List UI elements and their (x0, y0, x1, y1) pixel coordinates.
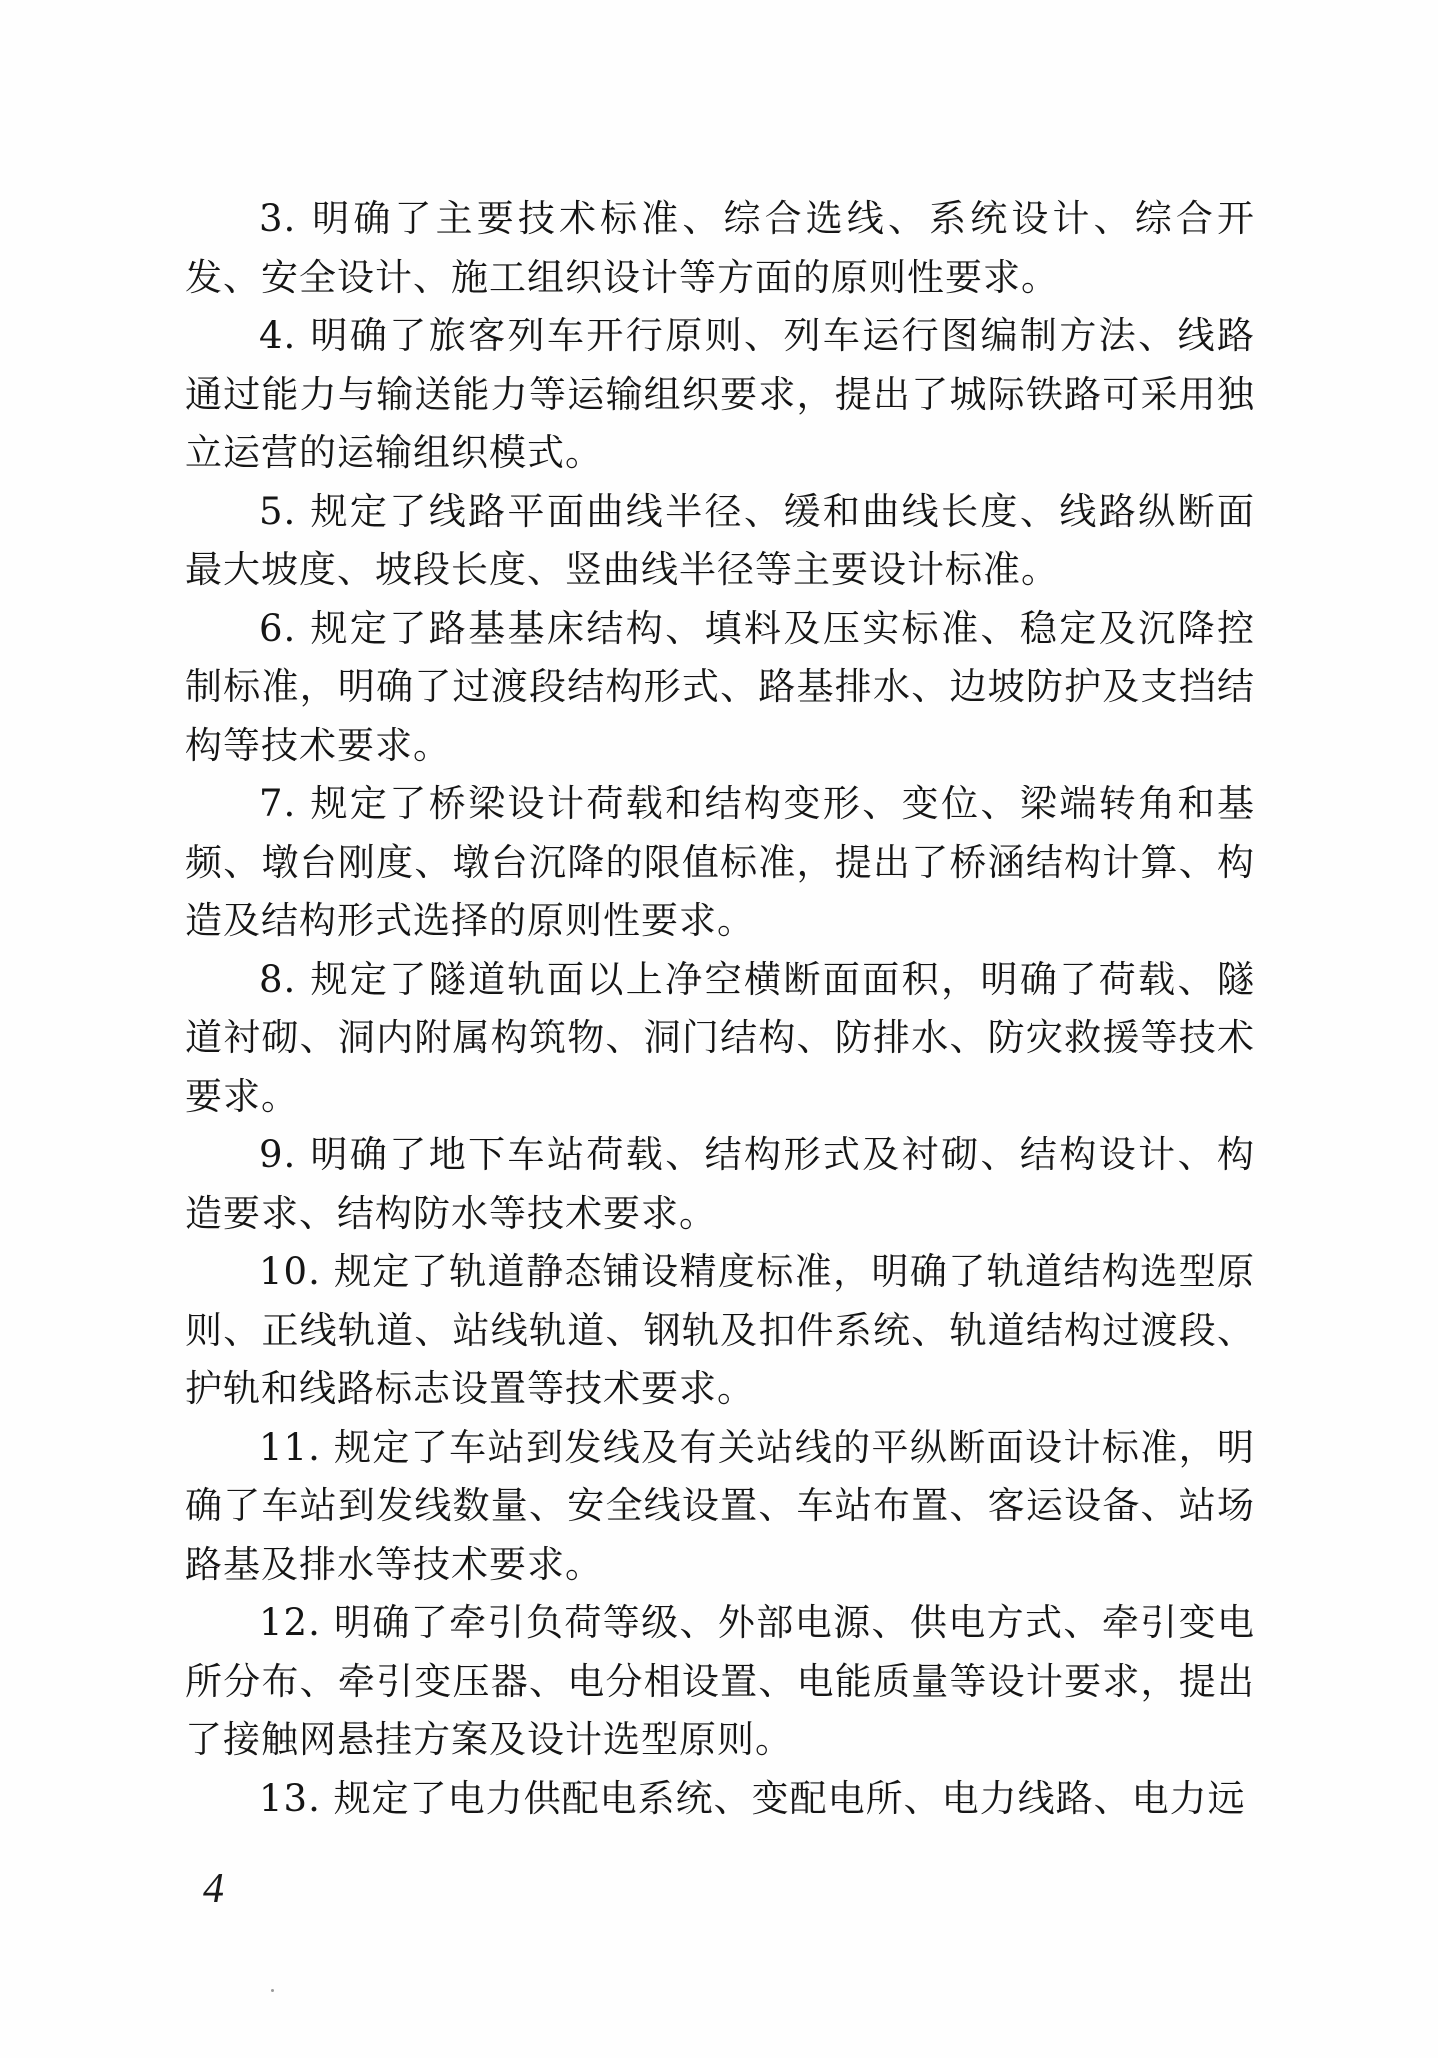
paragraph-item-9: 9. 明确了地下车站荷载、结构形式及衬砌、结构设计、构造要求、结构防水等技术要求。 (185, 1133, 1255, 1235)
scan-speck (271, 1989, 274, 1992)
paragraph-item-13: 13. 规定了电力供配电系统、变配电所、电力线路、电力远 (259, 1776, 1246, 1820)
paragraph-item-11: 11. 规定了车站到发线及有关站线的平纵断面设计标准，明确了车站到发线数量、安全线设置、车站布置、客运设备、站场路基及排水等技术要求。 (185, 1425, 1255, 1586)
paragraph-item-5: 5. 规定了线路平面曲线半径、缓和曲线长度、线路纵断面最大坡度、坡段长度、竖曲线半径等主要设计标准。 (185, 489, 1255, 591)
paragraph-item-7: 7. 规定了桥梁设计荷载和结构变形、变位、梁端转角和基频、墩台刚度、墩台沉降的限值标准，提出了桥涵结构计算、构造及结构形式选择的原则性要求。 (185, 782, 1255, 942)
paragraph-item-10: 10. 规定了轨道静态铺设精度标准，明确了轨道结构选型原则、正线轨道、站线轨道、钢轨及扣件系统、轨道结构过渡段、护轨和线路标志设置等技术要求。 (185, 1250, 1255, 1410)
page-number: 4 (203, 1866, 224, 1912)
paragraph-item-3: 3. 明确了主要技术标准、综合选线、系统设计、综合开发、安全设计、施工组织设计等方面的原则性要求。 (185, 197, 1255, 299)
paragraph-item-8: 8. 规定了隧道轨面以上净空横断面面积，明确了荷载、隧道衬砌、洞内附属构筑物、洞门结构、防排水、防灾救援等技术要求。 (185, 957, 1255, 1118)
paragraph-item-6: 6. 规定了路基基床结构、填料及压实标准、稳定及沉降控制标准，明确了过渡段结构形式、路基排水、边坡防护及支挡结构等技术要求。 (185, 606, 1255, 767)
paragraph-item-12: 12. 明确了牵引负荷等级、外部电源、供电方式、牵引变电所分布、牵引变压器、电分相设置、电能质量等设计要求，提出了接触网悬挂方案及设计选型原则。 (185, 1601, 1255, 1761)
paragraph-item-4: 4. 明确了旅客列车开行原则、列车运行图编制方法、线路通过能力与输送能力等运输组织要求，提出了城际铁路可采用独立运营的运输组织模式。 (185, 314, 1255, 474)
body-text (185, 190, 1255, 1828)
